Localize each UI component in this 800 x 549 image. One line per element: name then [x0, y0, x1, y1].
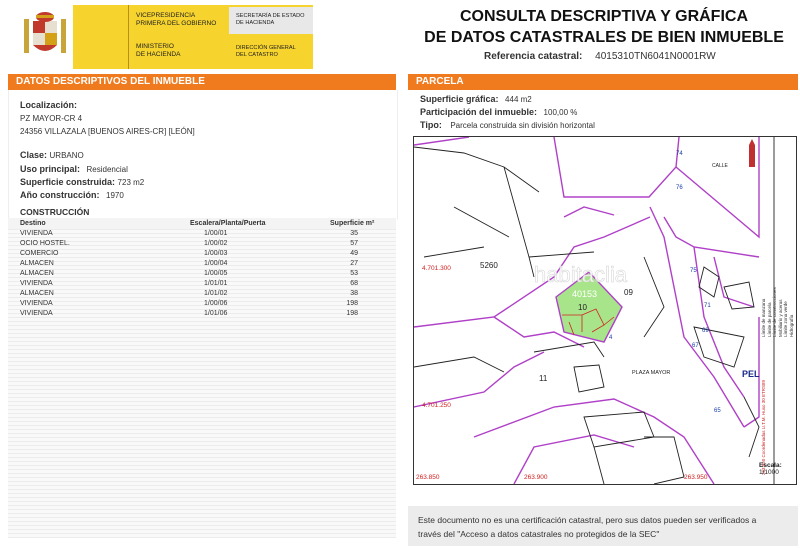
- row-escalera: 1/00/01: [204, 230, 228, 237]
- parcel-09-label: 09: [624, 288, 633, 297]
- legend-item: Mobiliario y aceras: [777, 299, 783, 337]
- header-divider: [128, 5, 129, 69]
- street-number-label: 76: [676, 185, 683, 191]
- row-destino: ALMACEN: [20, 270, 54, 277]
- table-header-destino: Destino: [20, 220, 46, 227]
- row-destino: VIVIENDA: [20, 280, 53, 287]
- coord-system-note: 263,950 Coordenadas U.T.M. Huso 30 ETRS89: [761, 379, 766, 475]
- clase-field: Clase: URBANO: [20, 150, 84, 160]
- row-escalera: 1/01/01: [204, 280, 228, 287]
- row-superficie: 198: [346, 310, 358, 317]
- street-number-label: 71: [704, 303, 711, 309]
- section-bar-descriptivos: DATOS DESCRIPTIVOS DEL INMUEBLE: [8, 74, 396, 90]
- row-superficie: 35: [350, 230, 358, 237]
- localizacion-label: Localización:: [20, 100, 78, 110]
- row-superficie: 68: [350, 280, 358, 287]
- row-escalera: 1/00/04: [204, 260, 228, 267]
- street-number-label: 65: [714, 408, 721, 414]
- row-superficie: 27: [350, 260, 358, 267]
- table-row: [8, 240, 396, 250]
- coord-y2-label: 4.701.250: [422, 402, 451, 409]
- row-destino: COMERCIO: [20, 250, 59, 257]
- table-header-escalera: Escalera/Planta/Puerta: [190, 220, 266, 227]
- sup-grafica-field: Superficie gráfica: 444 m2: [420, 94, 532, 104]
- construccion-table: [8, 218, 396, 538]
- parcel-id-label: 40153: [572, 289, 598, 299]
- row-escalera: 1/00/06: [204, 300, 228, 307]
- ministerio-label: MINISTERIO DE HACIENDA: [136, 43, 181, 58]
- parcel-num-label: 10: [578, 303, 587, 312]
- street-number-label: 4: [609, 335, 613, 341]
- calle-label: CALLE: [712, 163, 728, 169]
- row-superficie: 57: [350, 240, 358, 247]
- sup-grafica-value: 444 m2: [505, 95, 532, 104]
- row-escalera: 1/01/06: [204, 310, 228, 317]
- anio-value: 1970: [106, 191, 124, 200]
- row-destino: VIVIENDA: [20, 310, 53, 317]
- table-row: [8, 290, 396, 300]
- row-destino: VIVIENDA: [20, 300, 53, 307]
- clase-value: URBANO: [49, 151, 84, 160]
- row-escalera: 1/00/02: [204, 240, 228, 247]
- row-superficie: 38: [350, 290, 358, 297]
- construccion-title: CONSTRUCCIÓN: [20, 207, 90, 217]
- table-row: [8, 310, 396, 320]
- table-row: [8, 300, 396, 310]
- uso-field: Uso principal: Residencial: [20, 164, 128, 174]
- row-destino: ALMACEN: [20, 290, 54, 297]
- direccion-label: DIRECCIÓN GENERAL DEL CATASTRO: [236, 45, 296, 58]
- tipo-field: Tipo: Parcela construida sin división horizontal: [420, 120, 595, 130]
- legend-item: Límite de construcciones: [772, 287, 777, 337]
- table-row: [8, 270, 396, 280]
- plaza-mayor-label: PLAZA MAYOR: [632, 370, 671, 376]
- table-header-superficie: Superficie m²: [330, 220, 375, 227]
- parcel-11-label: 11: [539, 374, 548, 383]
- tipo-value: Parcela construida sin división horizontal: [450, 121, 595, 130]
- coord-x0-label: 263.850: [416, 474, 440, 481]
- participacion-value: 100,00 %: [543, 108, 578, 117]
- uso-value: Residencial: [86, 165, 128, 174]
- address-line2: 24356 VILLAZALA [BUENOS AIRES-CR] [LEÓN]: [20, 127, 195, 136]
- north-arrow-icon: [749, 139, 755, 167]
- table-row: [8, 250, 396, 260]
- parcel-5260-label: 5260: [480, 261, 498, 270]
- address-line1: PZ MAYOR-CR 4: [20, 114, 83, 123]
- legend-item: Límite de manzana: [761, 298, 766, 337]
- vicepresidencia-label: VICEPRESIDENCIA PRIMERA DEL GOBIERNO: [136, 12, 217, 27]
- table-row: [8, 230, 396, 240]
- street-number-label: 67: [692, 343, 699, 349]
- row-destino: ALMACEN: [20, 260, 54, 267]
- secretaria-label: SECRETARÍA DE ESTADO DE HACIENDA: [236, 13, 305, 26]
- anio-field: Año construcción: 1970: [20, 190, 124, 200]
- section-bar-parcela: PARCELA: [408, 74, 798, 90]
- legend-item: Límite zona verde: [783, 301, 788, 337]
- coord-x1-label: 263.900: [524, 474, 548, 481]
- row-escalera: 1/00/05: [204, 270, 228, 277]
- referencia-catastral: Referencia catastral: 4015310TN6041N0001RW: [484, 51, 716, 62]
- row-superficie: 49: [350, 250, 358, 257]
- row-escalera: 1/01/02: [204, 290, 228, 297]
- legend-item: Límite de parcela: [766, 302, 772, 337]
- legend-item: Hidrografía: [788, 314, 794, 337]
- row-superficie: 53: [350, 270, 358, 277]
- row-superficie: 198: [346, 300, 358, 307]
- row-escalera: 1/00/03: [204, 250, 228, 257]
- superficie-value: 723 m2: [117, 178, 145, 187]
- row-destino: OCIO HOSTEL.: [20, 240, 70, 247]
- coat-of-arms-icon: [22, 11, 68, 63]
- cadastral-map[interactable]: [413, 136, 797, 485]
- coord-y1-label: 4.701.300: [422, 265, 451, 272]
- superficie-field: Superficie construida: 723 m2: [20, 177, 145, 187]
- page-title: CONSULTA DESCRIPTIVA Y GRÁFICA DE DATOS CATASTRALES DE BIEN INMUEBLE: [424, 8, 784, 46]
- row-destino: VIVIENDA: [20, 230, 53, 237]
- street-number-label: 74: [676, 151, 683, 157]
- footer-note: Este documento no es una certificación catastral, pero sus datos pueden ser verificados a través del "Acceso a datos catastrales no protegidos de la SEC": [418, 515, 757, 539]
- street-number-label: 69: [702, 328, 709, 334]
- pel-label: PEL: [742, 369, 760, 379]
- table-row: [8, 280, 396, 290]
- referencia-value: 4015310TN6041N0001RW: [595, 51, 716, 62]
- footer-note-box: [408, 506, 798, 546]
- table-row: [8, 260, 396, 270]
- watermark-text: habitaclia: [534, 262, 627, 287]
- street-number-label: 75: [690, 268, 697, 274]
- map-scale: Escala: 1/1000: [759, 462, 782, 476]
- participacion-field: Participación del inmueble: 100,00 %: [420, 107, 578, 117]
- coord-x2-label: 263.950: [684, 474, 708, 481]
